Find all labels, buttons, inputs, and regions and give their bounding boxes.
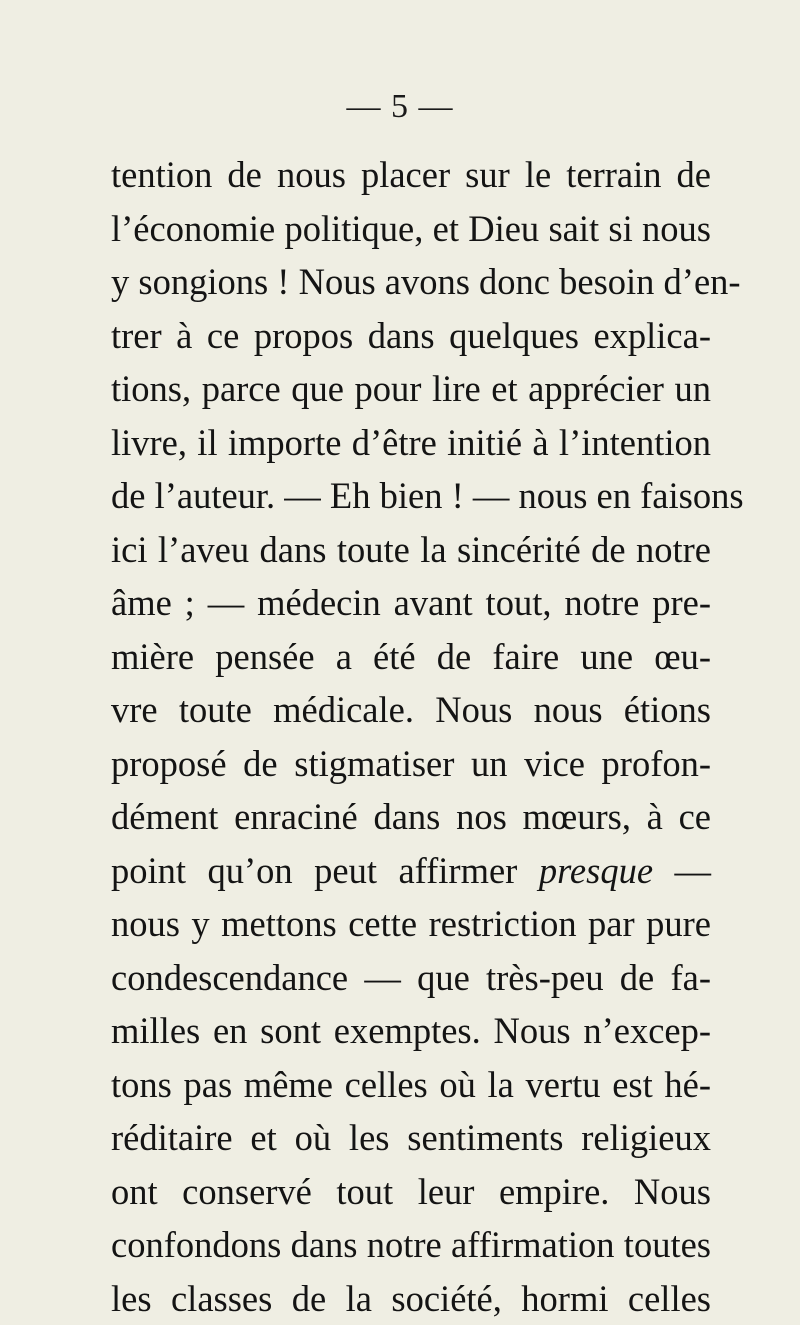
text-line: réditaire et où les sentiments religieux [111, 1111, 711, 1165]
text-line: confondons dans notre affirmation toutes [111, 1218, 711, 1272]
text-line: livre, il importe d’être initié à l’intention [111, 416, 711, 470]
text-line: de l’auteur. — Eh bien ! — nous en faisons [111, 469, 711, 523]
text-line: les classes de la société, hormi celles [111, 1272, 711, 1325]
text-line: tention de nous placer sur le terrain de [111, 148, 711, 202]
text-segment: point qu’on peut affirmer [111, 850, 517, 891]
text-line: vre toute médicale. Nous nous étions [111, 683, 711, 737]
text-line: tons pas même celles où la vertu est hé- [111, 1058, 711, 1112]
page-number: — 5 — [0, 88, 800, 126]
text-line: ici l’aveu dans toute la sincérité de notre [111, 523, 711, 577]
text-line: nous y mettons cette restriction par pure [111, 897, 711, 951]
body-text [111, 148, 711, 1325]
text-line: condescendance — que très-peu de fa- [111, 951, 711, 1005]
italic-word: presque [539, 850, 653, 891]
text-line: l’économie politique, et Dieu sait si nous [111, 202, 711, 256]
text-line: ont conservé tout leur empire. Nous [111, 1165, 711, 1219]
text-line-with-italic [111, 844, 711, 898]
text-line: âme ; — médecin avant tout, notre pre- [111, 576, 711, 630]
text-line: dément enraciné dans nos mœurs, à ce [111, 790, 711, 844]
text-line: mière pensée a été de faire une œu- [111, 630, 711, 684]
text-line: trer à ce propos dans quelques explica- [111, 309, 711, 363]
text-segment: — [675, 850, 712, 891]
text-line: y songions ! Nous avons donc besoin d’en- [111, 255, 711, 309]
text-line: proposé de stigmatiser un vice profon- [111, 737, 711, 791]
text-line: tions, parce que pour lire et apprécier un [111, 362, 711, 416]
text-line: milles en sont exemptes. Nous n’excep- [111, 1004, 711, 1058]
